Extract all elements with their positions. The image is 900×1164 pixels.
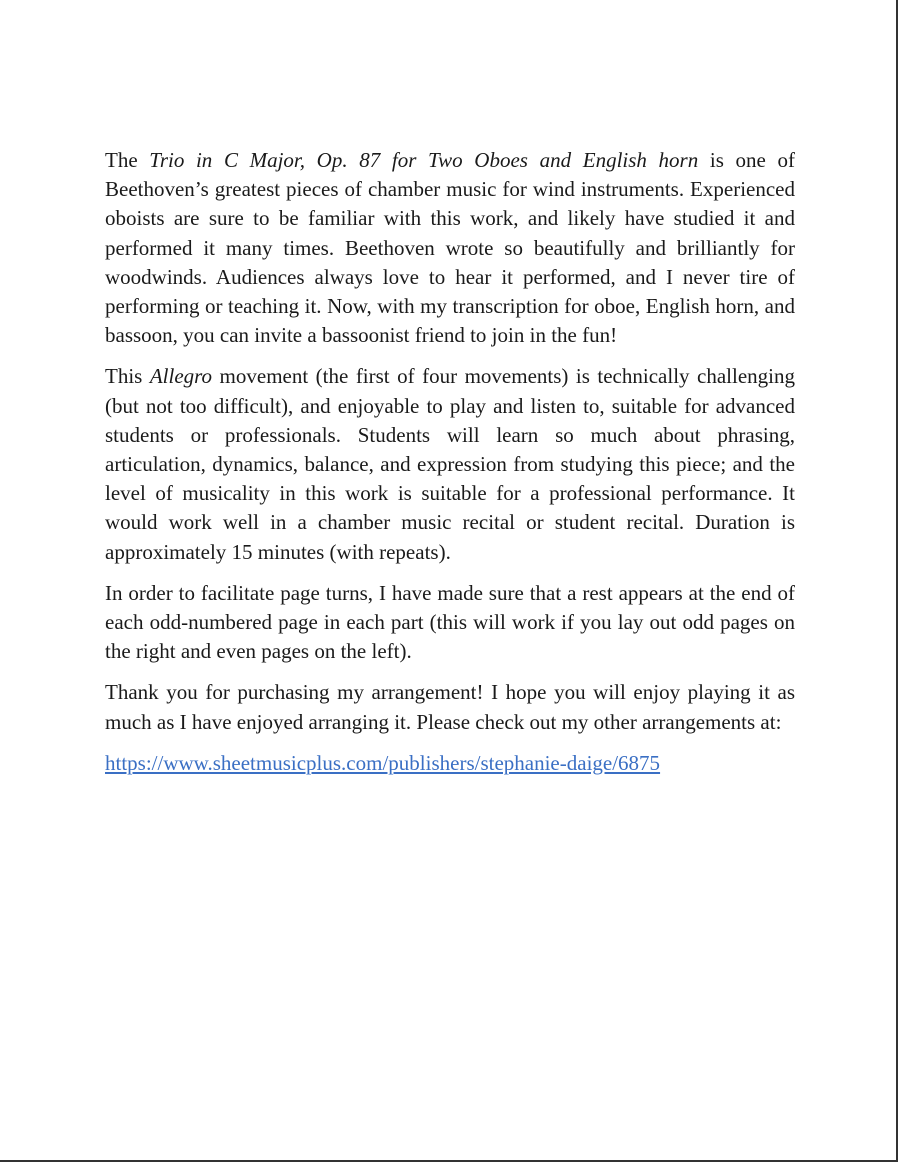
intro-text-start: The (105, 148, 150, 172)
allegro-text-rest: movement (the first of four movements) is technically challenging (but not too difficult), and enjoyable to play and listen to, suitable for advanced students or professionals. Students will learn so much about phrasing, articulation, dynamics, balance, and expression from studying this piece; and the level of musicality in this work is suitable for a professional performance. It would work well in a chamber music recital or student recital. Duration is approximately 15 minutes (with repeats). (105, 364, 795, 564)
intro-text-rest: is one of Beethoven’s greatest pieces of chamber music for wind instruments. Experienced oboists are sure to be familiar with this work, and likely have studied it and performed it many times. Beethoven wrote so beautifully and brilliantly for woodwinds. Audiences always love to hear it performed, and I never tire of performing or teaching it. Now, with my transcription for oboe, English horn, and bassoon, you can invite a bassoonist friend to join in the fun! (105, 148, 795, 348)
allegro-italic: Allegro (149, 364, 213, 389)
paragraph-thank-you: Thank you for purchasing my arrangement! I hope you will enjoy playing it as much as I have enjoyed arranging it. Please check out my other arrangements at: (105, 680, 795, 734)
paragraph-page-turns: In order to facilitate page turns, I have made sure that a rest appears at the end of each odd-numbered page in each part (this will work if you lay out odd pages on the right and even pages on the left). (105, 580, 795, 664)
paragraph-allegro (105, 362, 795, 566)
intro-title-italic: Trio in C Major, Op. 87 for Two Oboes and English horn (149, 148, 699, 172)
allegro-text-start: This (105, 364, 150, 389)
arrangements-link[interactable]: https://www.sheetmusicplus.com/publishers/stephanie-daige/6875 (105, 750, 661, 775)
paragraph-intro (105, 146, 795, 350)
document-body (105, 146, 795, 778)
